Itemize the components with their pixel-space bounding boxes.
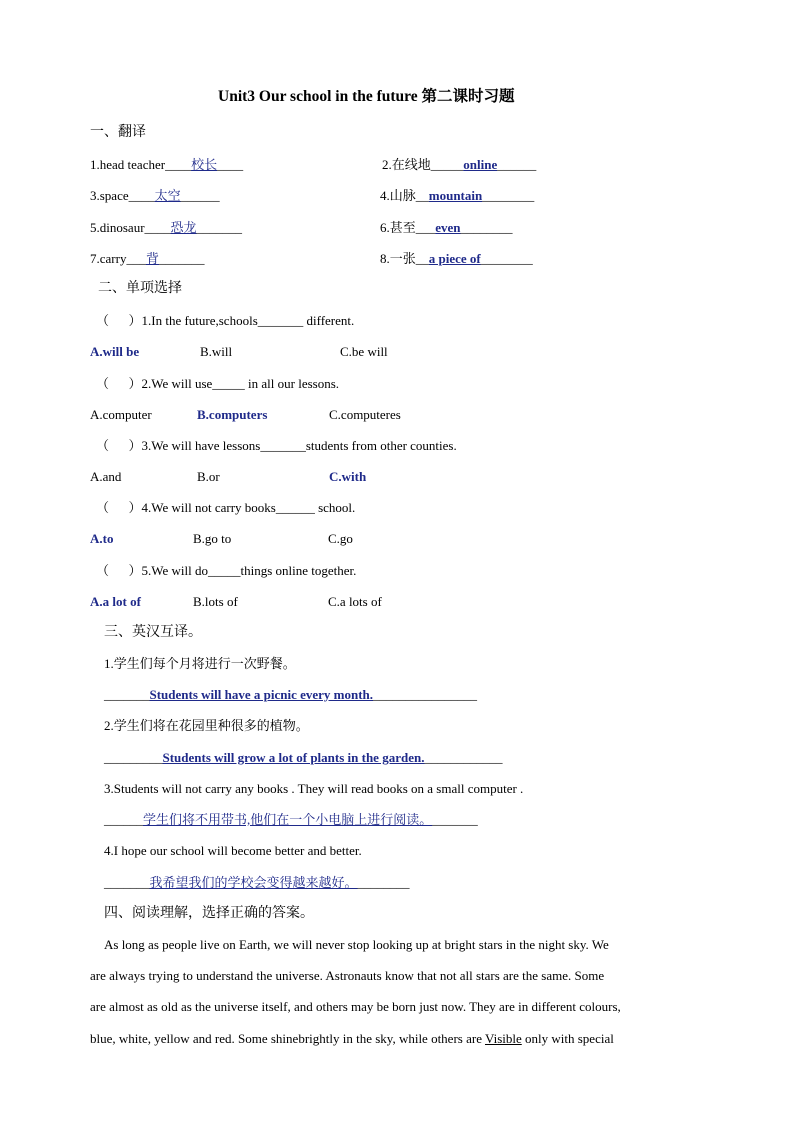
item-prompt: 6.甚至: [380, 220, 416, 235]
passage-line-3: are almost as old as the universe itself, and others may be born just now. They are in different colours,: [90, 999, 621, 1014]
mc-option-2a: A.computer: [90, 407, 152, 422]
blank: ________: [480, 251, 533, 266]
blank: ________________: [373, 687, 478, 702]
mc-question-5: （ ）5.We will do_____things online together.: [96, 563, 357, 578]
passage-text: only with special: [521, 1031, 614, 1046]
mc-option-4a: A.to: [90, 531, 114, 546]
item-answer: mountain: [428, 188, 483, 203]
translate-item-8: [380, 252, 533, 265]
blank: _______: [158, 251, 205, 266]
page-title: Unit3 Our school in the future 第二课时习题: [218, 88, 515, 105]
translate-item-1: [90, 158, 243, 171]
item-answer: 太空: [154, 188, 181, 203]
item-prompt: 4.山脉: [380, 188, 416, 203]
answer-text: 学生们将不用带书,他们在一个小电脑上进行阅读。: [143, 812, 433, 827]
mc-option-1c: C.be will: [340, 344, 388, 359]
translate-item-2: [382, 158, 536, 171]
blank: ______: [497, 157, 537, 172]
item-answer: 恐龙: [170, 220, 197, 235]
translate-item-4: [380, 189, 534, 202]
passage-line-2: are always trying to understand the universe. Astronauts know that not all stars are the same. Some: [90, 968, 605, 983]
item-prompt: 8.一张: [380, 251, 416, 266]
translation-answer-line-1: [104, 688, 477, 701]
mc-question-1: （ ）1.In the future,schools_______ different.: [96, 313, 355, 328]
blank: ______: [104, 812, 143, 827]
blank: _______: [104, 687, 150, 702]
section-4-heading: 四、阅读理解，选择正确的答案。: [104, 906, 314, 921]
mc-option-1b: B.will: [200, 344, 233, 359]
item-answer: online: [463, 157, 498, 172]
mc-option-3b: B.or: [197, 469, 220, 484]
mc-question-3: （ ）3.We will have lessons_______students from other counties.: [96, 438, 457, 453]
passage-line-4: [90, 1032, 614, 1045]
blank: ____: [165, 157, 192, 172]
blank: ____: [217, 157, 244, 172]
item-prompt: 1.head teacher: [90, 157, 166, 172]
section-3-heading: 三、英汉互译。: [104, 625, 202, 640]
translation-answer-line-3: [104, 813, 478, 826]
blank: __: [415, 251, 429, 266]
answer-text: Students will grow a lot of plants in the garden.: [162, 750, 425, 765]
blank: ___: [126, 251, 146, 266]
item-answer: even: [435, 220, 461, 235]
mc-question-2: （ ）2.We will use_____ in all our lessons.: [96, 376, 340, 391]
mc-option-3c: C.with: [329, 469, 367, 484]
blank: ________: [357, 875, 410, 890]
item-prompt: 5.dinosaur: [90, 220, 145, 235]
mc-question-4: （ ）4.We will not carry books______ school.: [96, 500, 356, 515]
translate-item-6: [380, 221, 513, 234]
item-answer: 背: [145, 251, 159, 266]
blank: ___: [415, 220, 436, 235]
item-answer: a piece of: [428, 251, 481, 266]
translation-answer-line-4: [104, 876, 410, 889]
translate-item-5: [90, 221, 242, 234]
blank: ____: [144, 220, 171, 235]
section-2-heading: 二、单项选择: [98, 281, 182, 296]
item-prompt: 7.carry: [90, 251, 127, 266]
mc-option-1a: A.will be: [90, 344, 140, 359]
blank: _______: [196, 220, 243, 235]
blank: ________: [460, 220, 513, 235]
item-prompt: 2.在线地: [382, 157, 431, 172]
translation-question-2: 2.学生们将在花园里种很多的植物。: [104, 718, 309, 733]
mc-option-5b: B.lots of: [193, 594, 238, 609]
translate-item-7: [90, 252, 204, 265]
answer-text: Students will have a picnic every month.: [149, 687, 374, 702]
blank: _____: [430, 157, 464, 172]
mc-option-4c: C.go: [328, 531, 353, 546]
translate-item-3: [90, 189, 220, 202]
passage-line-1: As long as people live on Earth, we will never stop looking up at bright stars in the night sky. We: [104, 937, 609, 952]
section-1-heading: 一、翻译: [90, 125, 146, 140]
blank: _______: [432, 812, 478, 827]
item-answer: 校长: [191, 157, 218, 172]
translation-answer-line-2: [104, 751, 502, 764]
mc-option-2c: C.computeres: [329, 407, 401, 422]
translation-question-3: 3.Students will not carry any books . They will read books on a small computer .: [104, 781, 524, 796]
underlined-word: Visible: [484, 1031, 522, 1046]
blank: _______: [104, 875, 150, 890]
blank: ________: [482, 188, 535, 203]
answer-text: 我希望我们的学校会变得越来越好。: [149, 875, 358, 890]
translation-question-1: 1.学生们每个月将进行一次野餐。: [104, 656, 296, 671]
blank: __: [415, 188, 429, 203]
blank: ____________: [424, 750, 503, 765]
translation-question-4: 4.I hope our school will become better and better.: [104, 843, 362, 858]
blank: ____: [128, 188, 155, 203]
mc-option-5a: A.a lot of: [90, 594, 141, 609]
mc-option-2b: B.computers: [197, 407, 268, 422]
passage-text: blue, white, yellow and red. Some shinebrightly in the sky, while others are: [90, 1031, 485, 1046]
blank: ______: [180, 188, 220, 203]
blank: _________: [104, 750, 163, 765]
item-prompt: 3.space: [90, 188, 129, 203]
mc-option-4b: B.go to: [193, 531, 232, 546]
mc-option-3a: A.and: [90, 469, 122, 484]
mc-option-5c: C.a lots of: [328, 594, 382, 609]
